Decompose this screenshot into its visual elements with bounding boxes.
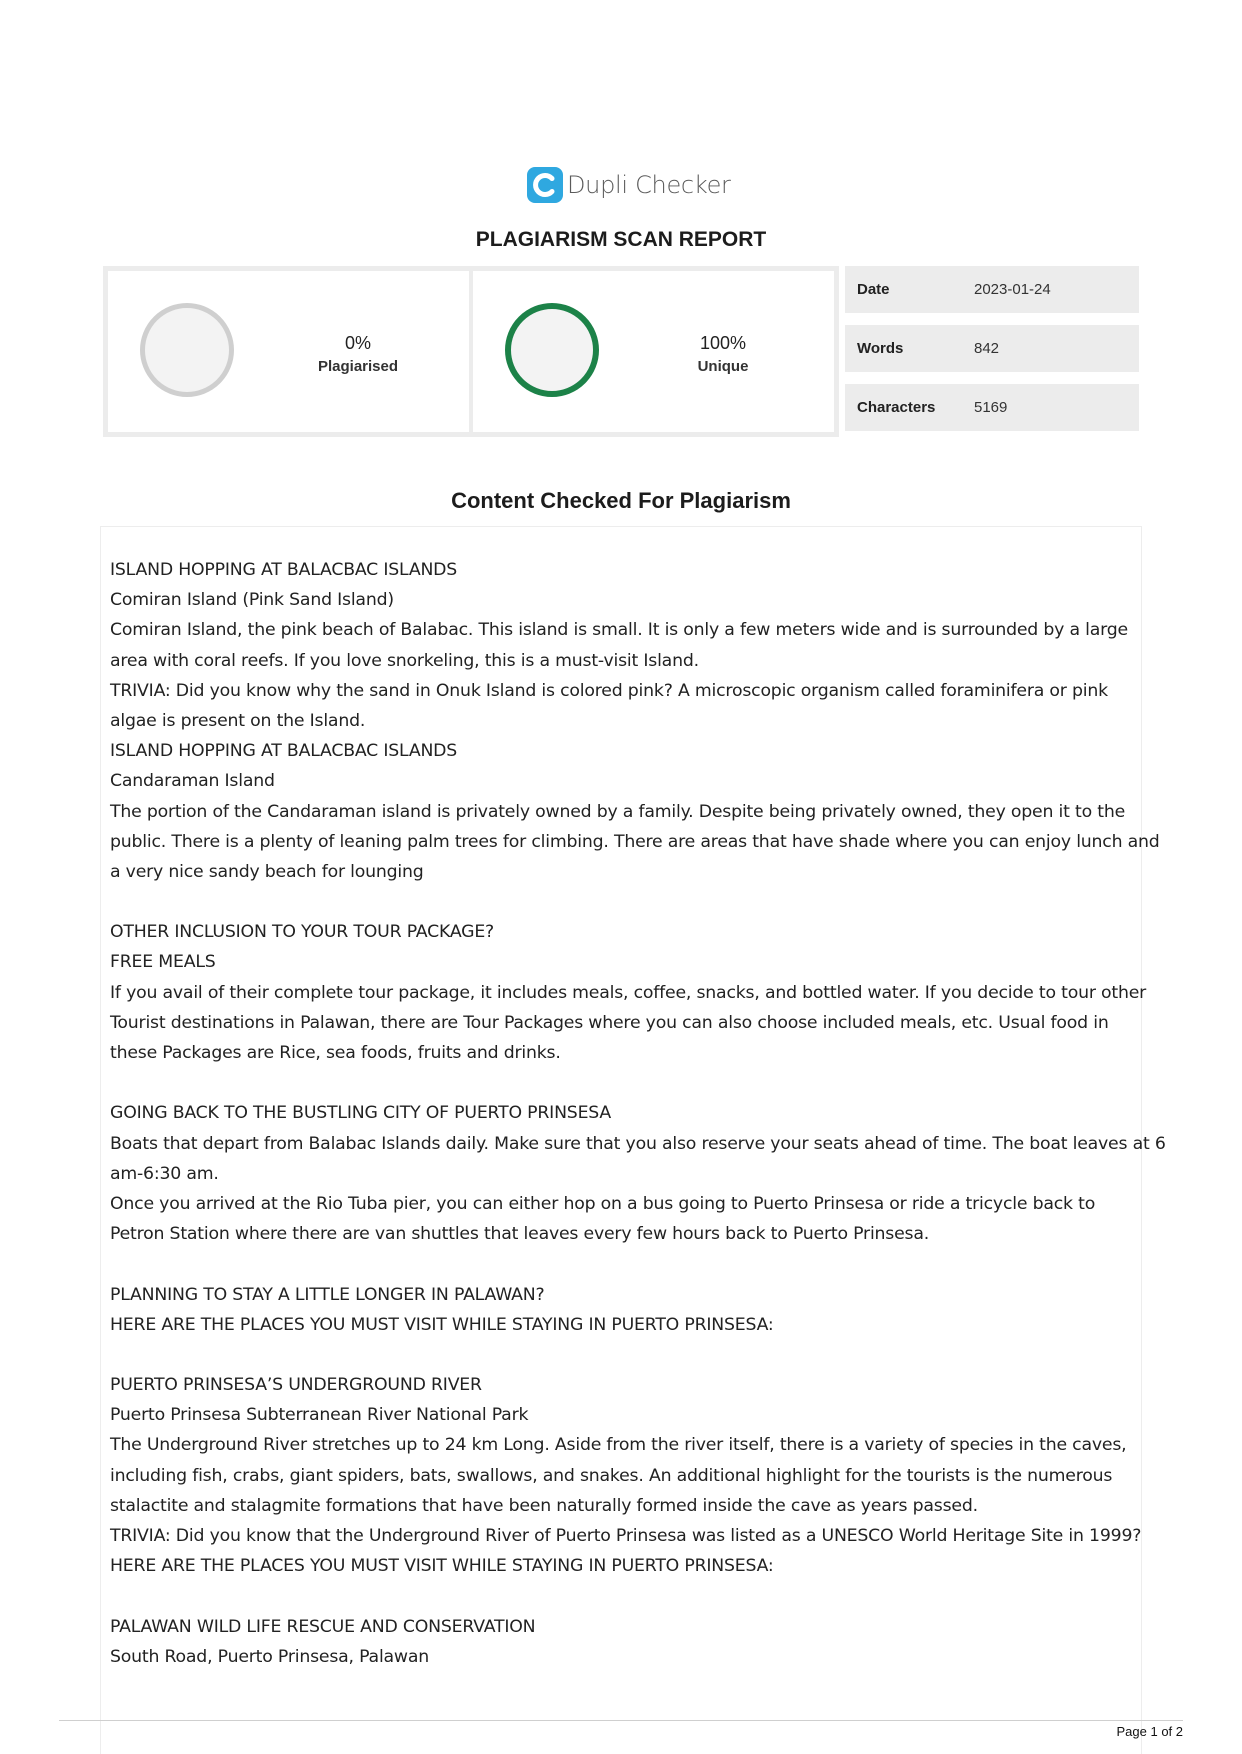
content-line: ISLAND HOPPING AT BALACBAC ISLANDS xyxy=(110,741,458,762)
logo-text: Dupli Checker xyxy=(567,171,731,199)
content-line: algae is present on the Island. xyxy=(110,710,366,731)
content-line: South Road, Puerto Prinsesa, Palawan xyxy=(110,1646,430,1667)
meta-characters-label: Characters xyxy=(857,399,936,416)
unique-ring xyxy=(505,303,599,397)
content-line: ISLAND HOPPING AT BALACBAC ISLANDS xyxy=(110,560,458,580)
content-line xyxy=(110,887,1135,917)
plagiarised-label: Plagiarised xyxy=(317,358,399,375)
checked-content xyxy=(110,555,1166,1672)
content-section-title: Content Checked For Plagiarism xyxy=(451,488,791,513)
meta-characters-value: 5169 xyxy=(974,399,1008,416)
content-line xyxy=(110,1068,1135,1098)
content-line: OTHER INCLUSION TO YOUR TOUR PACKAGE? xyxy=(110,922,495,943)
content-line: a very nice sandy beach for lounging xyxy=(110,861,424,882)
logo xyxy=(527,166,731,204)
plagiarised-score xyxy=(108,271,469,432)
content-line: Comiran Island (Pink Sand Island) xyxy=(110,590,394,611)
dupli-checker-logo-icon xyxy=(527,167,563,203)
content-line xyxy=(110,1581,1135,1611)
content-line: TRIVIA: Did you know that the Underground River of Puerto Prinsesa was listed as a UNESCO World Heritage Site in 1999? xyxy=(110,1526,1142,1546)
meta-characters xyxy=(845,384,1139,431)
plagiarised-percent: 0% xyxy=(344,333,371,353)
content-line: FREE MEALS xyxy=(110,952,216,973)
content-line: TRIVIA: Did you know why the sand in Onuk Island is colored pink? A microscopic organism called foraminifera or pink xyxy=(110,680,1108,701)
content-line: these Packages are Rice, sea foods, fruits and drinks. xyxy=(110,1043,561,1063)
meta-words-value: 842 xyxy=(974,340,1000,357)
content-line: Candaraman Island xyxy=(110,771,275,792)
meta-date xyxy=(845,266,1139,313)
content-line: Puerto Prinsesa Subterranean River National Park xyxy=(110,1405,529,1426)
unique-score xyxy=(469,271,834,432)
content-line: public. There is a plenty of leaning palm trees for climbing. There are areas that have shade where you can enjoy lunch and xyxy=(110,831,1160,852)
content-line: The Underground River stretches up to 24 km Long. Aside from the river itself, there is a variety of species in the caves, xyxy=(110,1435,1127,1456)
page-number: Page 1 of 2 xyxy=(1116,1724,1183,1739)
content-line xyxy=(110,1249,1135,1279)
content-line: Petron Station where there are van shuttles that leaves every few hours back to Puerto Prinsesa. xyxy=(110,1224,930,1245)
content-line xyxy=(110,1340,1135,1370)
content-line: PLANNING TO STAY A LITTLE LONGER IN PALAWAN? xyxy=(110,1284,545,1305)
unique-label: Unique xyxy=(697,358,749,375)
content-line: Boats that depart from Balabac Islands daily. Make sure that you also reserve your seats ahead of time. The boat leaves at 6 xyxy=(110,1133,1166,1154)
content-line: stalactite and stalagmite formations that have been naturally formed inside the cave as years passed. xyxy=(110,1495,978,1516)
content-line: PUERTO PRINSESA’S UNDERGROUND RIVER xyxy=(110,1375,482,1396)
meta-words xyxy=(845,325,1139,372)
content-line: area with coral reefs. If you love snorkeling, this is a must-visit Island. xyxy=(110,650,699,671)
report-title: PLAGIARISM SCAN REPORT xyxy=(475,228,767,251)
content-line: The portion of the Candaraman island is privately owned by a family. Despite being privately owned, they open it to the xyxy=(110,801,1126,822)
unique-percent: 100% xyxy=(699,333,747,353)
content-line: Tourist destinations in Palawan, there are Tour Packages where you can also choose included meals, etc. Usual food in xyxy=(110,1012,1109,1033)
content-line: am-6:30 am. xyxy=(110,1163,219,1184)
content-line: Comiran Island, the pink beach of Balabac. This island is small. It is only a few meters wide and is surrounded by a large xyxy=(110,620,1128,641)
meta-date-label: Date xyxy=(857,281,890,298)
content-line: HERE ARE THE PLACES YOU MUST VISIT WHILE STAYING IN PUERTO PRINSESA: xyxy=(110,1314,774,1335)
content-line: HERE ARE THE PLACES YOU MUST VISIT WHILE STAYING IN PUERTO PRINSESA: xyxy=(110,1556,774,1577)
plagiarised-ring xyxy=(140,303,234,397)
content-line: Once you arrived at the Rio Tuba pier, you can either hop on a bus going to Puerto Prinsesa or ride a tricycle back to xyxy=(110,1193,1096,1214)
meta-words-label: Words xyxy=(857,340,904,357)
meta-date-value: 2023-01-24 xyxy=(974,281,1051,298)
content-line: If you avail of their complete tour package, it includes meals, coffee, snacks, and bottled water. If you decide to tour other xyxy=(110,982,1147,1003)
score-summary xyxy=(103,266,839,437)
footer-divider xyxy=(59,1720,1183,1721)
content-line: GOING BACK TO THE BUSTLING CITY OF PUERTO PRINSESA xyxy=(110,1103,611,1124)
content-line: including fish, crabs, giant spiders, bats, swallows, and snakes. An additional highlight for the tourists is the numerous xyxy=(110,1465,1113,1486)
content-line: PALAWAN WILD LIFE RESCUE AND CONSERVATION xyxy=(110,1616,536,1637)
